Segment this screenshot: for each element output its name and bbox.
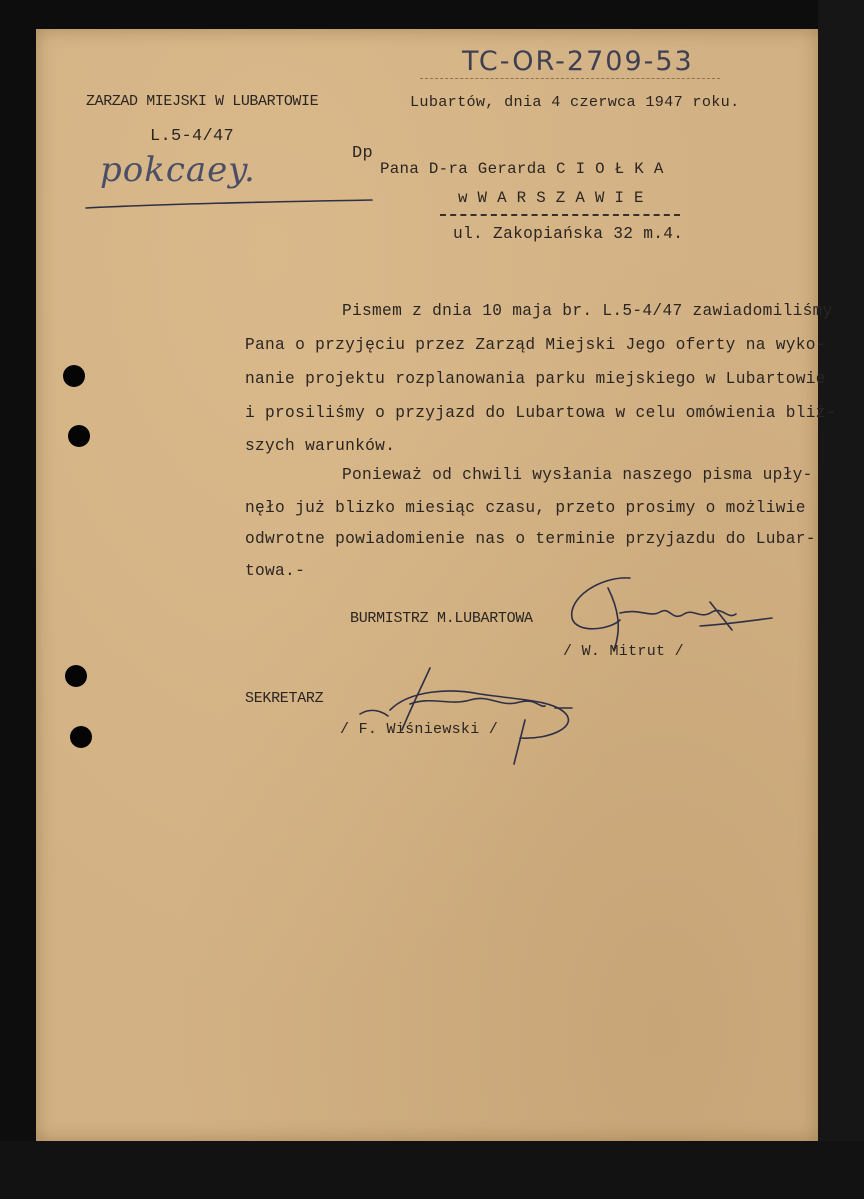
mayor-name: / W. Mitrut / (563, 643, 684, 660)
place-date: Lubartów, dnia 4 czerwca 1947 roku. (410, 93, 740, 111)
city-underline (440, 214, 680, 216)
stamp-underline (420, 78, 720, 79)
secretary-name: / F. Wiśniewski / (340, 721, 499, 738)
handwritten-note: pokcaey. (100, 150, 256, 190)
scan-border-bottom (0, 1141, 864, 1199)
punch-hole-3 (65, 665, 87, 687)
addressee-city: w W A R S Z A W I E (458, 189, 644, 207)
secretary-signature (350, 660, 610, 770)
body-line: szych warunków. (245, 437, 396, 455)
punch-hole-1 (63, 365, 85, 387)
archive-stamp-number: TC-OR-2709-53 (462, 46, 694, 77)
punch-hole-4 (70, 726, 92, 748)
body-line: odwrotne powiadomienie nas o terminie przyjazdu do Lubar- (245, 530, 816, 548)
office-name: ZARZAD MIEJSKI W LUBARTOWIE (86, 93, 319, 110)
reference-number: L.5-4/47 (150, 127, 235, 146)
scan-border-right (818, 0, 864, 1199)
body-line: nęło już blizko miesiąc czasu, przeto prosimy o możliwie (245, 499, 806, 517)
mayor-title: BURMISTRZ M.LUBARTOWA (350, 610, 533, 627)
body-line: nanie projektu rozplanowania parku miejskiego w Lubartowie (245, 370, 826, 388)
body-line: Pana o przyjęciu przez Zarząd Miejski Jego oferty na wyko- (245, 336, 826, 354)
note-underline (82, 188, 382, 218)
secretary-title: SEKRETARZ (245, 690, 324, 707)
body-line: Ponieważ od chwili wysłania naszego pisma upły- (342, 466, 813, 484)
punch-hole-2 (68, 425, 90, 447)
addressee-name: Pana D-ra Gerarda C I O Ł K A (380, 160, 664, 178)
body-line: Pismem z dnia 10 maja br. L.5-4/47 zawiadomiliśmy (342, 302, 833, 320)
body-line: towa.- (245, 562, 306, 580)
body-line: i prosiliśmy o przyjazd do Lubartowa w celu omówienia bliż- (245, 404, 836, 422)
addressee-street: ul. Zakopiańska 32 m.4. (453, 225, 684, 243)
dp-mark: Dp (352, 144, 374, 163)
